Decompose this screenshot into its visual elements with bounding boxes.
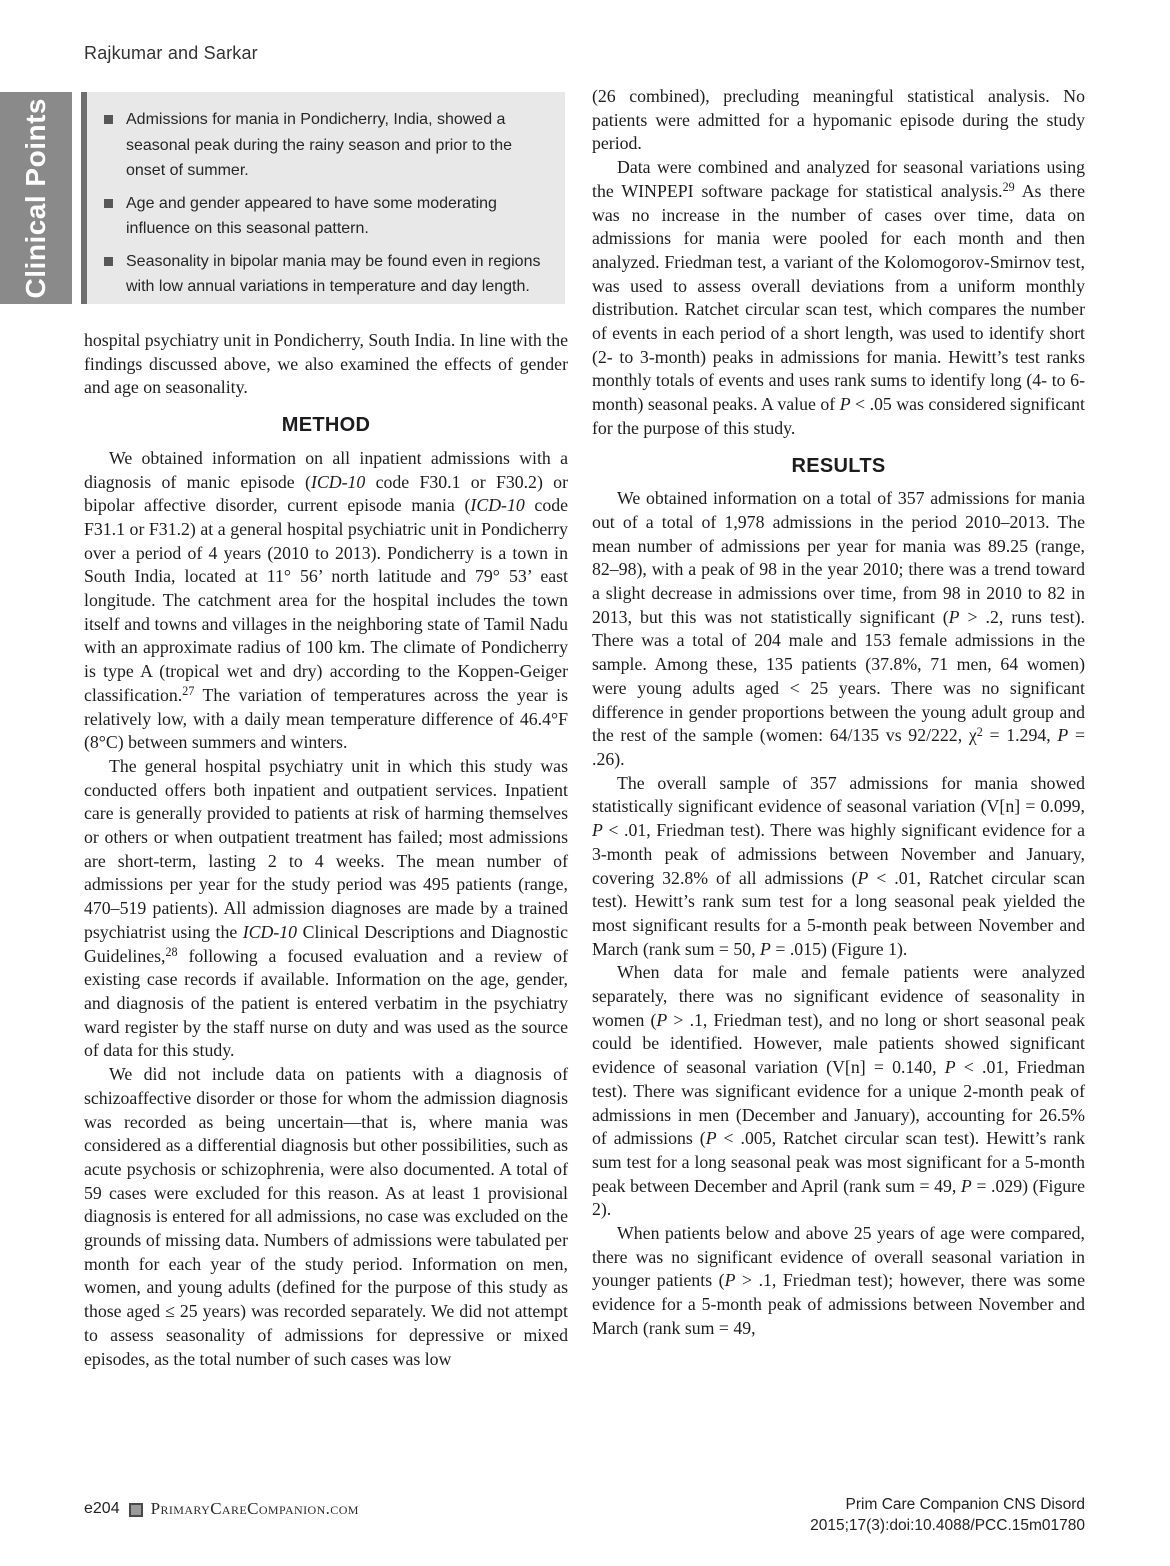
results-heading: RESULTS bbox=[791, 454, 886, 477]
method-paragraph: We obtained information on all inpatient admissions with a diagnosis of manic episode (ICD-10 code F30.1 or F30.2) or bipolar affective disorder, current episode mania (ICD-10 code F31.1 or F31.2) at a general hospital psychiatric unit in Pondicherry over a period of 4 years (2010 to 2013). Pondicherry is a town in South India, located at 11° 56’ north latitude and 79° 53’ east longitude. The catchment area for the hospital includes the town itself and towns and villages in the neighboring state of Tamil Nadu with an approximate radius of 100 km. The climate of Pondicherry is type A (tropical wet and dry) according to the Koppen-Geiger classification.$^{27}$ The variation of temperatures across the year is relatively low, with a daily mean temperature difference of 46.4°F (8°C) between summers and winters. bbox=[84, 447, 568, 753]
clinical-point-item bbox=[102, 249, 543, 300]
paragraph-continuation: hospital psychiatry unit in Pondicherry, South India. In line with the findings discussed above, we also examined the effects of gender and age on seasonality. bbox=[84, 330, 568, 398]
column-left bbox=[84, 329, 568, 1371]
square-bullet-icon bbox=[104, 115, 113, 124]
square-bullet-icon bbox=[104, 199, 113, 208]
clinical-point-item bbox=[102, 191, 543, 242]
clinical-point-item bbox=[102, 107, 543, 184]
results-paragraph: We obtained information on a total of 357 admissions for mania out of a total of 1,978 admissions in the period 2010–2013. The mean number of admissions per year for mania was 89.25 (range, 82–98), with a peak of 98 in the year 2010; there was a trend toward a slight decrease in admissions over time, from 98 in 2010 to 82 in 2013, but this was not statistically significant (P > .2, runs test). There was a total of 204 male and 153 female admissions in the sample. Among these, 135 patients (37.8%, 71 men, 64 women) were young adults aged < 25 years. There was no significant difference in gender proportions between the young adult group and the rest of the sample (women: 64/135 vs 92/222, $\chi^2 = 1.294$, P = .26). bbox=[592, 488, 1085, 769]
method-heading: METHOD bbox=[281, 414, 371, 437]
footer-left bbox=[84, 1499, 359, 1519]
method-paragraph: Data were combined and analyzed for seasonal variations using the WINPEPI software package for statistical analysis.$^{29}$ As there was no increase in the number of cases over time, data on admissions for mania were pooled for each month and then analyzed. Friedman test, a variant of the Kolomogorov-Smirnov test, was used to assess overall deviations from a uniform monthly distribution. Ratchet circular scan test, which compares the number of events in each period of a short length, was used to identify short (2- to 3-month) peaks in admissions for mania. Hewitt’s test ranks monthly totals of events and uses rank sums to identify long (4- to 6-month) seasonal peaks. A value of P < .05 was considered significant for the purpose of this study. bbox=[592, 157, 1086, 438]
paragraph-continuation: (26 combined), precluding meaningful statistical analysis. No patients were admitted for a hypomanic episode during the study period. bbox=[592, 86, 1085, 154]
clinical-points-callout bbox=[0, 92, 565, 304]
clinical-points-list bbox=[87, 92, 565, 304]
journal-name: Prim Care Companion CNS Disord bbox=[845, 1496, 1085, 1513]
method-paragraph: We did not include data on patients with a diagnosis of schizoaffective disorder or those for whom the admission diagnosis was recorded as being uncertain—that is, where mania was considered as a differential diagnosis but other possibilities, such as acute psychosis or schizophrenia, were also documented. A total of 59 cases were excluded for this reason. As at least 1 provisional diagnosis is entered for all admissions, no case was excluded on the grounds of missing data. Numbers of admissions were tabulated per month for each year of the study period. Information on men, women, and young adults (defined for the purpose of this study as those aged ≤ 25 years) was recorded separately. We did not attempt to assess seasonality of admissions for depressive or mixed episodes, as the total number of such cases was low bbox=[84, 1064, 568, 1369]
square-bullet-icon bbox=[104, 257, 113, 266]
clinical-points-sidebar bbox=[0, 92, 72, 304]
clinical-point-text: Admissions for mania in Pondicherry, India, showed a seasonal peak during the rainy season and prior to the onset of summer. bbox=[126, 111, 513, 179]
journal-logo-icon bbox=[129, 1503, 143, 1517]
journal-citation bbox=[810, 1494, 1085, 1536]
column-right bbox=[592, 85, 1085, 1341]
clinical-points-label: Clinical Points bbox=[20, 97, 51, 299]
method-paragraph: The general hospital psychiatry unit in which this study was conducted offers both inpatient and outpatient services. Inpatient care is generally provided to patients at risk of harming themselves or others or when outpatient treatment has failed; most admissions are short-term, lasting 2 to 4 weeks. The mean number of admissions per year for the study period was 495 patients (range, 470–519 patients). All admission diagnoses are made by a trained psychiatrist using the ICD-10 Clinical Descriptions and Diagnostic Guidelines,$^{28}$ following a focused evaluation and a review of existing case records if available. Information on the age, gender, and diagnosis of the patient is entered verbatim in the psychiatry ward register by the staff nurse on duty and was used as the source of data for this study. bbox=[84, 755, 568, 1061]
journal-website: PrimaryCareCompanion.com bbox=[150, 1499, 359, 1518]
running-head: Rajkumar and Sarkar bbox=[84, 43, 258, 63]
callout-gap bbox=[72, 92, 81, 304]
clinical-point-text: Seasonality in bipolar mania may be found even in regions with low annual variations in temperature and day length. bbox=[126, 252, 541, 295]
clinical-point-text: Age and gender appeared to have some moderating influence on this seasonal pattern. bbox=[126, 194, 497, 237]
results-paragraph: When patients below and above 25 years of age were compared, there was no significant evidence of overall seasonal variation in younger patients (P > .1, Friedman test); however, there was some evidence for a 5-month peak of admissions between November and March (rank sum = 49, bbox=[592, 1223, 1086, 1338]
page-number: e204 bbox=[84, 1500, 120, 1517]
results-paragraph: When data for male and female patients were analyzed separately, there was no significant evidence of seasonality in women (P > .1, Friedman test), and no long or short seasonal peak could be identified. However, male patients showed significant evidence of seasonal variation (V[n] = 0.140, P < .01, Friedman test). There was significant evidence for a unique 2-month peak of admissions in men (December and January), accounting for 26.5% of admissions (P < .005, Ratchet circular scan test). Hewitt’s rank sum test for a long seasonal peak was most significant for a 5-month peak between December and April (rank sum = 49, P = .029) (Figure 2). bbox=[592, 962, 1085, 1220]
results-paragraph: The overall sample of 357 admissions for mania showed statistically significant evidence of seasonal variation (V[n] = 0.099, P < .01, Friedman test). There was highly significant evidence for a 3-month peak of admissions between November and January, covering 32.8% of all admissions (P < .01, Ratchet circular scan test). Hewitt’s rank sum test for a long seasonal peak yielded the most significant results for a 5-month peak between November and March (rank sum = 50, P = .015) (Figure 1). bbox=[592, 772, 1085, 959]
journal-doi: 2015;17(3):doi:10.4088/PCC.15m01780 bbox=[810, 1517, 1085, 1534]
